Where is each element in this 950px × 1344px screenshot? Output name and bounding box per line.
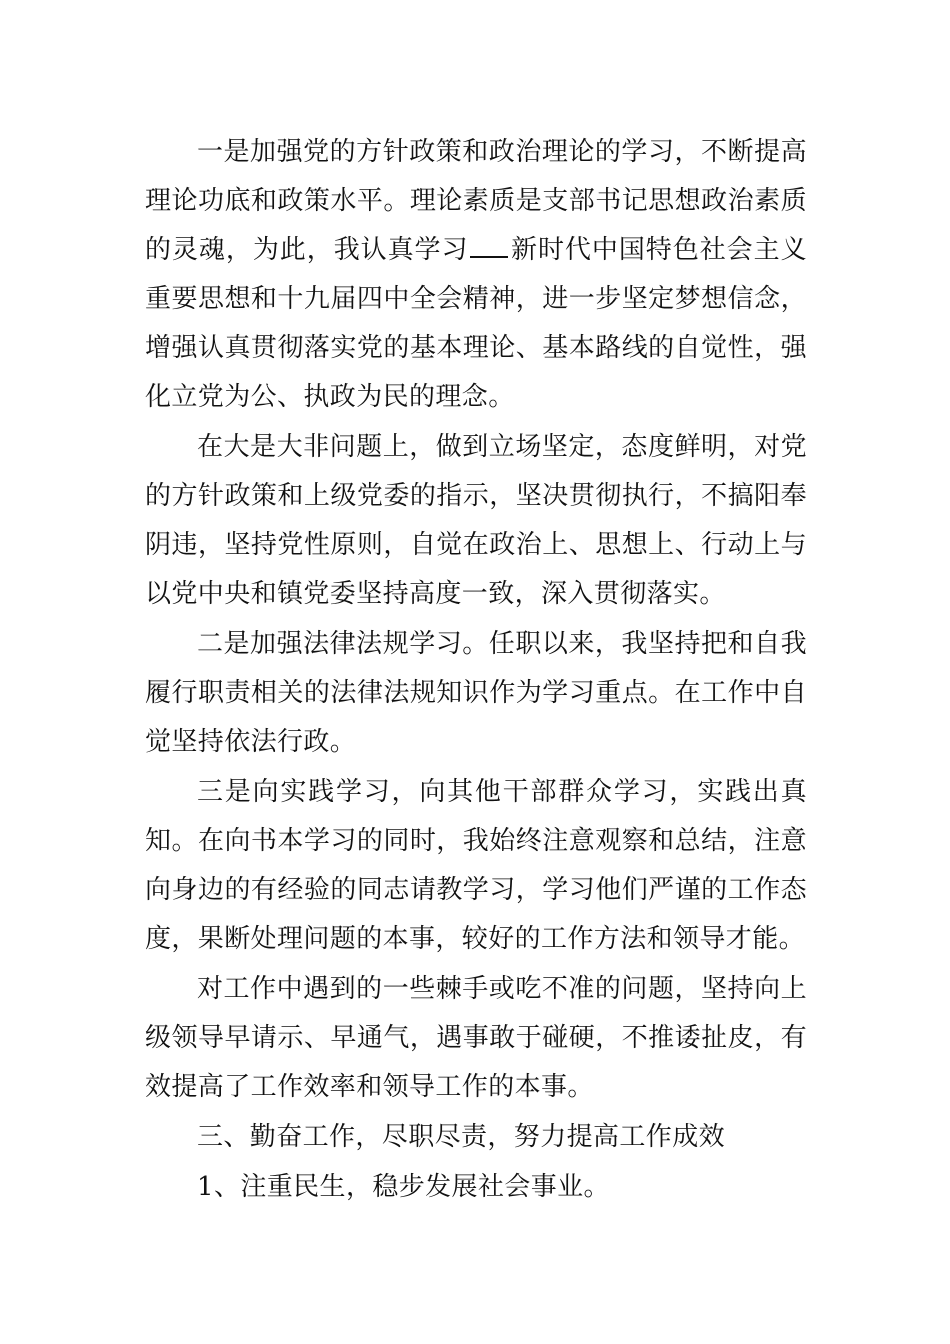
paragraph-law-study: 二是加强法律法规学习。任职以来，我坚持把和自我履行职责相关的法律法规知识作为学习重点。在工作中自觉坚持依法行政。 bbox=[145, 629, 807, 757]
paragraph-problem-handling: 对工作中遇到的一些棘手或吃不准的问题，坚持向上级领导早请示、早通气，遇事敢于碰硬，不推诿扯皮，有效提高了工作效率和领导工作的本事。 bbox=[145, 974, 807, 1102]
paragraph-political-stance: 在大是大非问题上，做到立场坚定，态度鲜明，对党的方针政策和上级党委的指示，坚决贯彻执行，不搞阳奉阴违，坚持党性原则，自觉在政治上、思想上、行动上与以党中央和镇党委坚持高度一致，深入贯彻落实。 bbox=[145, 432, 807, 609]
subsection-heading-one: 1、注重民生，稳步发展社会事业。 bbox=[197, 1172, 610, 1202]
document-body bbox=[145, 128, 807, 1213]
underline-blank bbox=[470, 236, 508, 258]
paragraph-text-before-blank: 一是加强党的方针政策和政治理论的学习，不断提高理论功底和政策水平。理论素质是支部书记思想政治素质的灵魂，为此，我认真学习 bbox=[145, 137, 807, 265]
section-heading-three: 三、勤奋工作，尽职尽责，努力提高工作成效 bbox=[197, 1122, 726, 1152]
paragraph-practice-study: 三是向实践学习，向其他干部群众学习，实践出真知。在向书本学习的同时，我始终注意观察和总结，注意向身边的有经验的同志请教学习，学习他们严谨的工作态度，果断处理问题的本事，较好的工作方法和领导才能。 bbox=[145, 777, 807, 954]
paragraph-text-after-blank: 新时代中国特色社会主义重要思想和十九届四中全会精神，进一步坚定梦想信念，增强认真贯彻落实党的基本理论、基本路线的自觉性，强化立党为公、执政为民的理念。 bbox=[145, 235, 807, 412]
paragraph-theory-study bbox=[145, 128, 807, 422]
